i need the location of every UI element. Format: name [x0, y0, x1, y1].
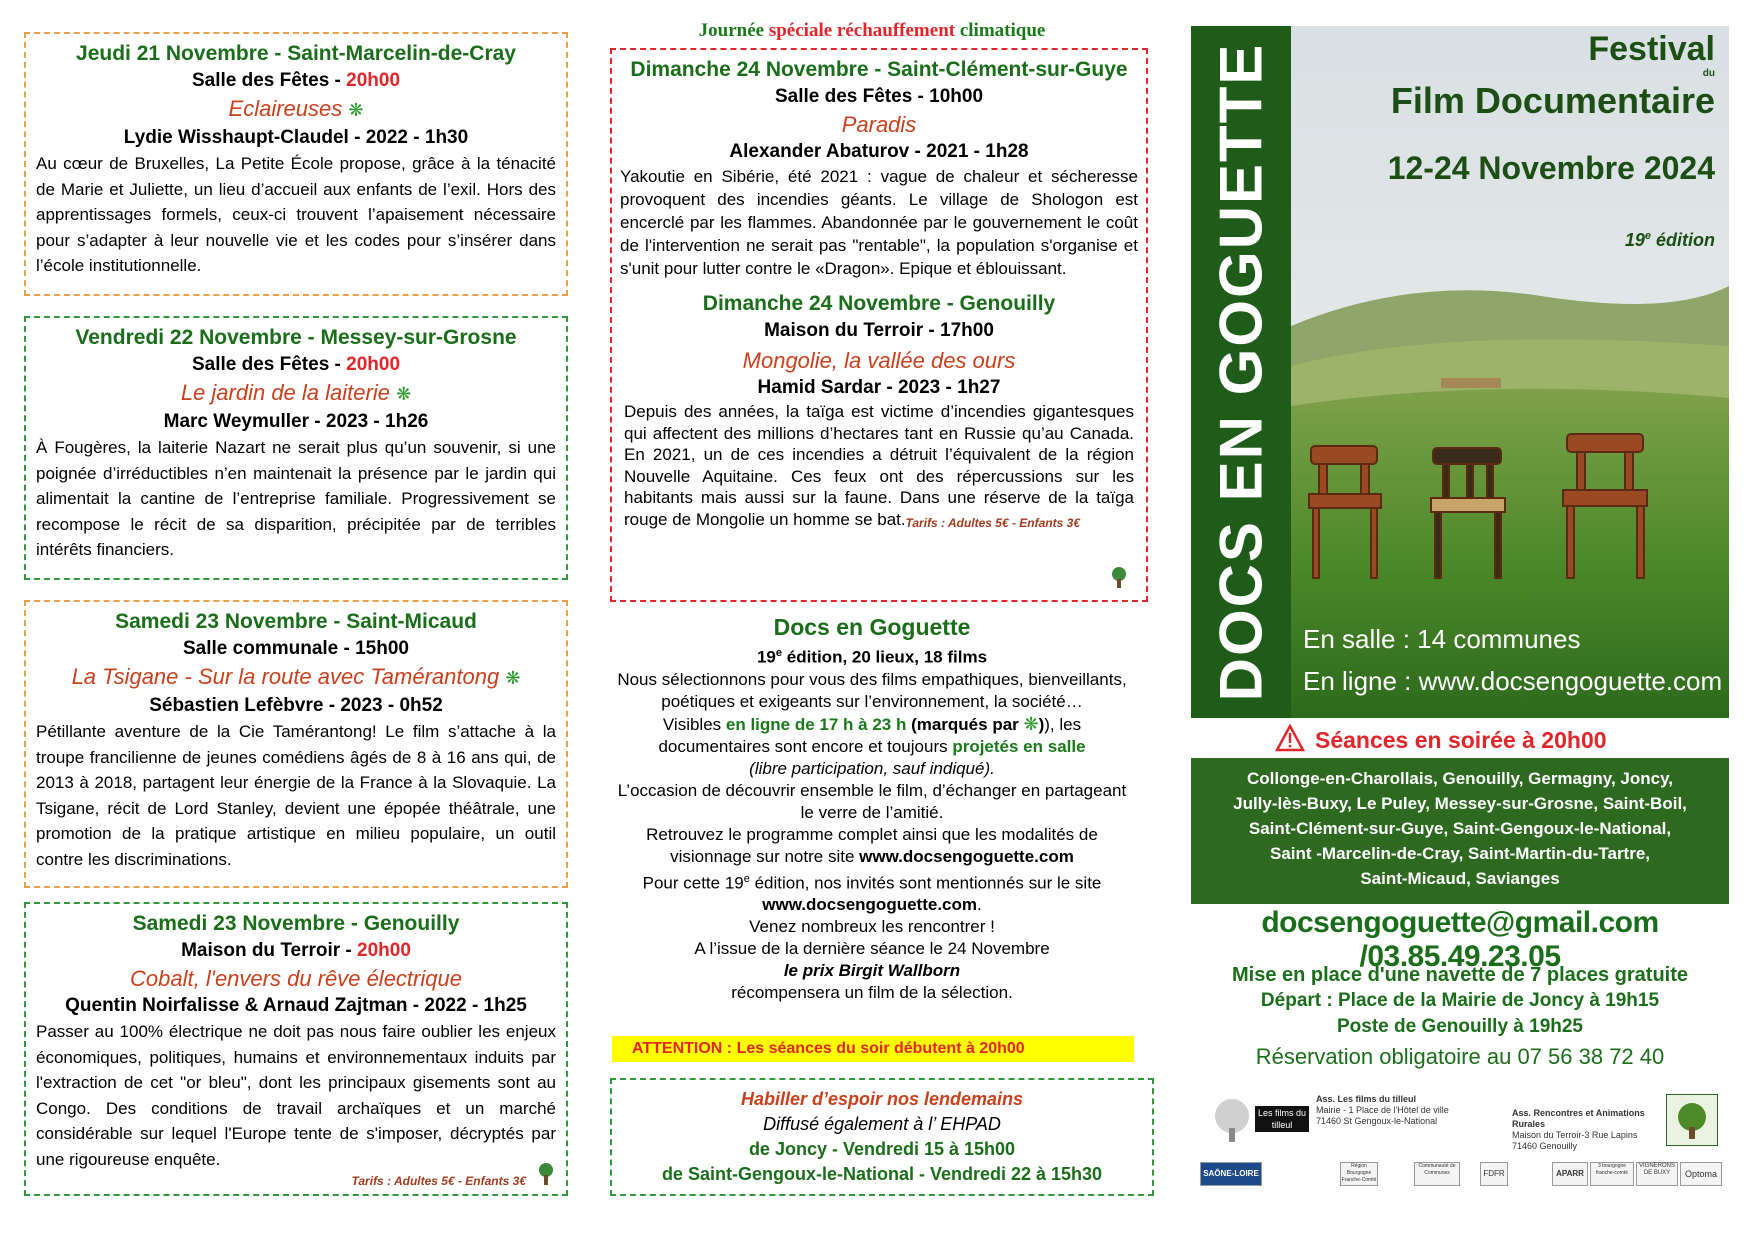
event-card-3 — [24, 600, 568, 888]
attention-banner: ATTENTION : Les séances du soir débutent à 20h00 — [612, 1036, 1134, 1062]
event-date: Samedi 23 Novembre - Saint-Micaud — [115, 610, 477, 633]
film-director: Quentin Noirfalisse & Arnaud Zajtman - 2022 - 1h25 — [65, 995, 527, 1016]
poster-festival: Festival — [1588, 30, 1715, 68]
commune-line: Saint-Micaud, Savianges — [1360, 869, 1560, 888]
event-venue: Maison du Terroir - 20h00 — [181, 940, 411, 961]
special-day-header: Journée spéciale réchauffement climatique — [698, 20, 1046, 41]
communes-list — [1191, 758, 1729, 904]
commune-line: Collonge-en-Charollais, Genouilly, Germagny, Joncy, — [1246, 769, 1674, 788]
poster-dates: 12-24 Novembre 2024 — [1387, 150, 1715, 186]
sponsor-france3: 3 bourgogne franche-comté — [1590, 1162, 1634, 1186]
event-card-1 — [24, 32, 568, 296]
ehpad-line: Diffusé également à l’ EHPAD — [763, 1114, 1001, 1134]
assoc-rencontres: Ass. Rencontres et Animations Rurales Maison du Terroir-3 Rue Lapins 71460 Genouilly — [1512, 1108, 1645, 1151]
info-participation: (libre participation, sauf indiqué). — [749, 758, 995, 778]
film-description: À Fougères, la laiterie Nazart ne serait plus qu’un souvenir, si une poignée d’irréductibles n’en maintenait la présence par le jardin qui alimentait la cantine de l’entreprise familiale. Progressivement se recompose le récit de sa disparition, précipitée par de terribles intérêts financiers. — [36, 438, 556, 559]
sponsor-aparr: APARR — [1552, 1162, 1588, 1186]
online-flower-icon: ❋ — [348, 100, 364, 120]
shuttle-departure: Départ : Place de la Mairie de Joncy à 19h15 — [1260, 990, 1660, 1011]
shuttle-genouilly: Poste de Genouilly à 19h25 — [1336, 1016, 1584, 1037]
ehpad-joncy: de Joncy - Vendredi 15 à 15h00 — [748, 1139, 1016, 1159]
ehpad-film-title: Habiller d’espoir nos lendemains — [740, 1089, 1024, 1109]
festival-info — [612, 612, 1132, 1004]
film-description: Pétillante aventure de la Cie Tamérantong! Le film s’attache à la troupe francilienne de jeunes comédiens âgés de 8 à 16 ans qui, de 2013 à 2018, partagent leur énergie de la France à la Slovaquie. La Tsigane, récit de Lord Stanley, devient une épopée théâtrale, une promotion de la pratique artistique en milieu populaire, un outil contre les discriminations. — [36, 722, 556, 869]
sponsor-fdfr: FDFR — [1480, 1162, 1508, 1186]
film-director: Alexander Abaturov - 2021 - 1h28 — [729, 141, 1029, 162]
website-link[interactable]: www.docsengoguette.com — [762, 895, 977, 915]
film-description: Au cœur de Bruxelles, La Petite École propose, grâce à la ténacité de Marie et Juliette, un lieu d’accueil aux enfants de l’exil. Hors des apprentissages formels, ceux-ci trouvent l’apaisement nécessaire pour s’adapter à leur nouvelle vie et les codes pour s’insérer dans l’école institutionnelle. — [36, 154, 556, 275]
poster-salle: En salle : 14 communes — [1303, 624, 1581, 654]
online-flower-icon: ❋ — [1023, 713, 1039, 734]
info-guests: Pour cette 19e édition, nos invités sont mentionnés sur le site www.docsengoguette.com. — [642, 872, 1102, 915]
assoc-tree-logo — [1212, 1098, 1252, 1144]
online-flower-icon: ❋ — [396, 384, 412, 404]
info-programme: Retrouvez le programme complet ainsi que les modalités de visionnage sur notre site www.docsengoguette.com — [646, 824, 1098, 866]
film-title: Le jardin de la laiterie ❋ — [180, 380, 412, 405]
poster-du: du — [1702, 68, 1715, 79]
info-invite: Venez nombreux les rencontrer ! — [749, 917, 995, 937]
event-date: Vendredi 22 Novembre - Messey-sur-Grosne — [75, 326, 517, 349]
film-director: Marc Weymuller - 2023 - 1h26 — [163, 411, 429, 432]
assoc-films-tilleul: Ass. Les films du tilleul Mairie - 1 Place de l'Hôtel de ville 71460 St Gengoux-le-National — [1316, 1094, 1449, 1126]
festival-poster — [1191, 26, 1729, 718]
tarifs: Tarifs : Adultes 5€ - Enfants 3€ — [905, 516, 1080, 530]
commune-line: Saint-Clément-sur-Guye, Saint-Gengoux-le-National, — [1248, 819, 1672, 838]
shuttle-info — [1191, 962, 1729, 1074]
event-card-4 — [24, 902, 568, 1196]
warning-icon — [1275, 724, 1305, 760]
event-venue: Salle communale - 15h00 — [183, 638, 409, 659]
poster-edition: 19e édition — [1624, 230, 1715, 250]
info-prize-end: récompensera un film de la sélection. — [731, 983, 1013, 1003]
info-intro: Nous sélectionnons pour vous des films empathiques, bienveillants, poétiques et exigeants sur l’environnement, la société… — [617, 669, 1127, 711]
edition-line: 19e édition, 20 lieux, 18 films — [756, 647, 988, 667]
tree-logo — [1108, 566, 1130, 590]
event-card-2 — [24, 316, 568, 580]
event-venue: Salle des Fêtes - 20h00 — [191, 70, 401, 91]
event-date: Dimanche 24 Novembre - Genouilly — [702, 292, 1056, 315]
ehpad-box — [610, 1078, 1154, 1196]
commune-line: Saint -Marcelin-de-Cray, Saint-Martin-du-Tartre, — [1269, 844, 1651, 863]
tarifs: Tarifs : Adultes 5€ - Enfants 3€ — [351, 1174, 526, 1188]
contact-email-phone[interactable]: docsengoguette@gmail.com /03.85.49.23.05 — [1261, 906, 1659, 973]
sponsor-region: Région Bourgogne Franche-Comté — [1340, 1162, 1378, 1186]
landscape-photo — [1291, 26, 1729, 718]
film-title: Eclaireuses ❋ — [228, 96, 364, 121]
ehpad-saint-gengoux: de Saint-Gengoux-le-National - Vendredi 22 à 15h30 — [661, 1164, 1103, 1184]
shuttle-line: Mise en place d'une navette de 7 places gratuite — [1231, 964, 1689, 986]
assoc-films-tilleul-logo: Les films du tilleul — [1255, 1106, 1309, 1132]
film-title: Paradis — [841, 112, 917, 137]
evening-warning: Séances en soirée à 20h00 — [1275, 724, 1675, 760]
event-venue: Salle des Fêtes - 20h00 — [191, 354, 401, 375]
vertical-title: DOCS EN GOGUETTE — [1207, 42, 1275, 702]
info-prize-name: le prix Birgit Wallborn — [783, 961, 961, 981]
info-occasion: L’occasion de découvrir ensemble le film, d’échanger en partageant le verre de l’amitié. — [617, 780, 1127, 822]
poster-ligne: En ligne : www.docsengoguette.com — [1303, 666, 1723, 696]
film-description: Yakoutie en Sibérie, été 2021 : vague de chaleur et sécheresse provoquent des incendies géants. Le village de Shologon est encerclé par les flammes. Abandonnée par le gouvernement le coût de l'intervention ne serait pas "rentable", la population s'organise et s'unit pour lutter contre le «Dragon». Epique et éblouissant. — [620, 167, 1138, 278]
online-flower-icon: ❋ — [505, 668, 521, 688]
shuttle-reservation: Réservation obligatoire au 07 56 38 72 40 — [1255, 1044, 1665, 1069]
film-description: Depuis des années, la taïga est victime d’incendies gigantesques qui affectent des millions d’hectares tant en Russie qu’au Canada. En 2021, un de ces incendies a détruit l’équivalent de la région Nouvelle Aquitaine. Ces feux ont des répercussions sur les habitants mais aussi sur la faune. Dans une réserve de la taïga rouge de Mongolie un homme se bat. — [624, 402, 1134, 529]
event-date: Samedi 23 Novembre - Genouilly — [132, 912, 460, 935]
film-director: Lydie Wisshaupt-Claudel - 2022 - 1h30 — [123, 127, 469, 148]
info-online: Visibles en ligne de 17 h à 23 h (marqués par ❋)), les documentaires sont encore et toujours projetés en salle — [658, 713, 1086, 756]
film-title: La Tsigane - Sur la route avec Tamérantong ❋ — [71, 664, 521, 689]
info-prize-intro: A l’issue de la dernière séance le 24 Novembre — [694, 939, 1050, 959]
assoc-rencontres-logo — [1666, 1094, 1718, 1146]
special-day-box — [610, 48, 1148, 602]
film-title: Mongolie, la vallée des ours — [742, 348, 1016, 373]
film-description: Passer au 100% électrique ne doit pas nous faire oublier les enjeux économiques, politiques, humains et environnementaux induits par l'extraction de cet "or bleu", dont les principaux gisements sont au Congo. Des conditions de travail archaïques et un marché considérable sur lequel l'Europe tente de s'imposer, décryptés par une rigoureuse enquête. — [36, 1022, 556, 1169]
event-date: Dimanche 24 Novembre - Saint-Clément-sur-Guye — [630, 58, 1128, 81]
sponsor-communaute: Communauté de Communes — [1414, 1162, 1460, 1186]
event-date: Jeudi 21 Novembre - Saint-Marcelin-de-Cray — [76, 42, 516, 65]
commune-line: Jully-lès-Buxy, Le Puley, Messey-sur-Grosne, Saint-Boil, — [1233, 794, 1687, 813]
event-venue: Salle des Fêtes - 10h00 — [774, 86, 984, 107]
sponsor-saone-loire: SAÔNE-LOIRE — [1200, 1162, 1262, 1186]
tree-logo — [534, 1162, 558, 1188]
film-title: Cobalt, l'envers du rêve électrique — [130, 966, 462, 991]
sponsor-optoma: Optoma — [1680, 1162, 1722, 1186]
info-title: Docs en Goguette — [773, 614, 971, 640]
poster-sidebar — [1191, 26, 1291, 718]
sponsor-vignerons: VIGNERONS DE BUXY — [1636, 1162, 1678, 1186]
film-director: Sébastien Lefèbvre - 2023 - 0h52 — [149, 695, 443, 716]
event-venue: Maison du Terroir - 17h00 — [764, 320, 994, 341]
film-director: Hamid Sardar - 2023 - 1h27 — [757, 377, 1001, 398]
website-link[interactable]: www.docsengoguette.com — [859, 846, 1074, 866]
poster-film-documentaire: Film Documentaire — [1390, 80, 1715, 121]
